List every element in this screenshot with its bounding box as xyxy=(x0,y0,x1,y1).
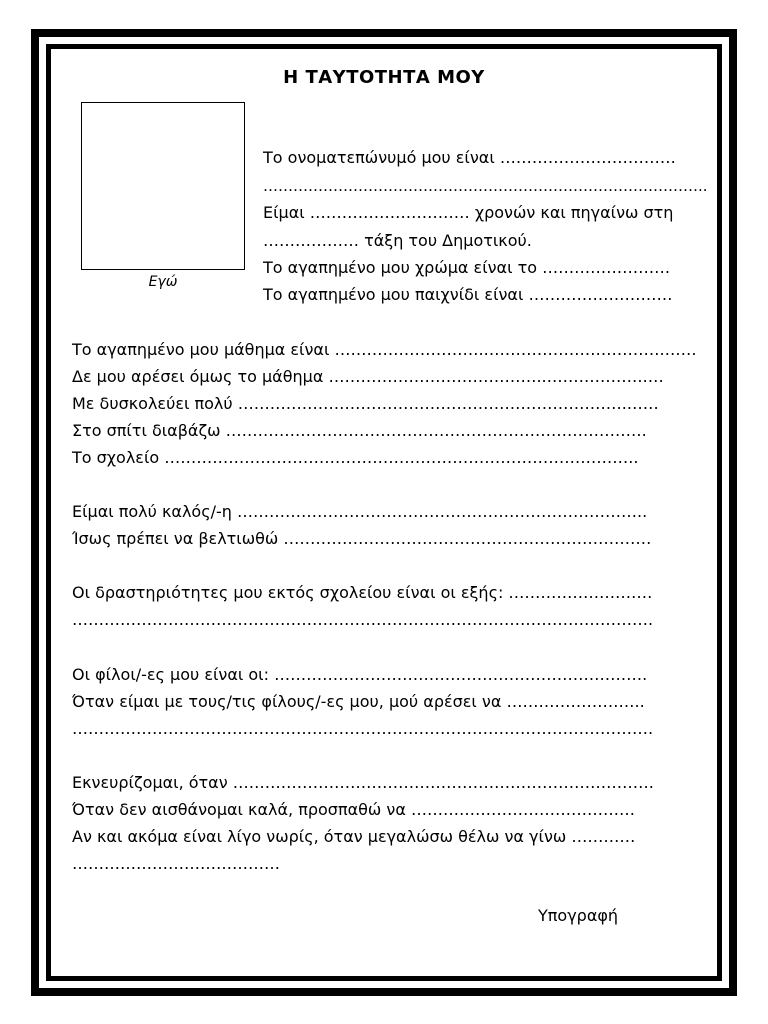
future-job-line: Αν και ακόμα είναι λίγο νωρίς, όταν μεγαλώσω θέλω να γίνω ………… xyxy=(72,827,636,846)
good-at-line: Είμαι πολύ καλός/-η ………………………………………………………………….. xyxy=(72,502,648,521)
future-job-continuation-line: ………………………………… xyxy=(72,854,280,873)
difficulty-line: Με δυσκολεύει πολύ ……………………………………………………………….…… xyxy=(72,394,659,413)
favorite-color-line: Το αγαπημένο μου χρώμα είναι το …………………… xyxy=(263,258,671,277)
grade-line: ……………… τάξη του Δημοτικού. xyxy=(263,231,532,250)
age-line: Είμαι ………………………… χρονών και πηγαίνω στη xyxy=(263,203,674,222)
signature-label: Υπογραφή xyxy=(538,906,619,925)
study-at-home-line: Στο σπίτι διαβάζω ……………………………………………………………………. xyxy=(72,421,647,440)
photo-box xyxy=(81,102,245,270)
not-feeling-well-line: Όταν δεν αισθάνομαι καλά, προσπαθώ να …………………………………… xyxy=(72,800,635,819)
favorite-toy-line: Το αγαπημένο μου παιχνίδι είναι ……………………… xyxy=(263,285,673,304)
friends-line: Οι φίλοι/-ες μου είναι οι: ……………………………………………………………. xyxy=(72,665,648,684)
activities-continuation-line: ………………………………………………………………………………………………. xyxy=(72,610,654,629)
school-line: Το σχολείο …………………………………………………………………………….. xyxy=(72,448,639,467)
disliked-subject-line: Δε μου αρέσει όμως το μάθημα …………………………………..……………….… xyxy=(72,367,664,386)
page-title: Η ΤΑΥΤΟΤΗΤΑ ΜΟΥ xyxy=(283,67,485,88)
name-line: Το ονοματεπώνυμό μου είναι …………………………… xyxy=(263,148,676,167)
with-friends-line: Όταν είμαι με τους/τις φίλους/-ες μου, μού αρέσει να …………………….. xyxy=(72,692,645,711)
photo-caption: Εγώ xyxy=(148,274,178,290)
name-continuation-line: …………………………………………………………………………….. xyxy=(263,177,708,195)
annoyed-line: Εκνευρίζομαι, όταν ……………………………………………………………………. xyxy=(72,773,654,792)
activities-line: Οι δραστηριότητες μου εκτός σχολείου είναι οι εξής: ……………………… xyxy=(72,583,653,602)
improve-line: Ίσως πρέπει να βελτιωθώ …………………………………………………………… xyxy=(72,529,652,548)
with-friends-continuation-line: ………………………………………………………………………………………………. xyxy=(72,719,654,738)
favorite-subject-line: Το αγαπημένο μου μάθημα είναι ……………………….…………………………….…… xyxy=(72,340,697,359)
